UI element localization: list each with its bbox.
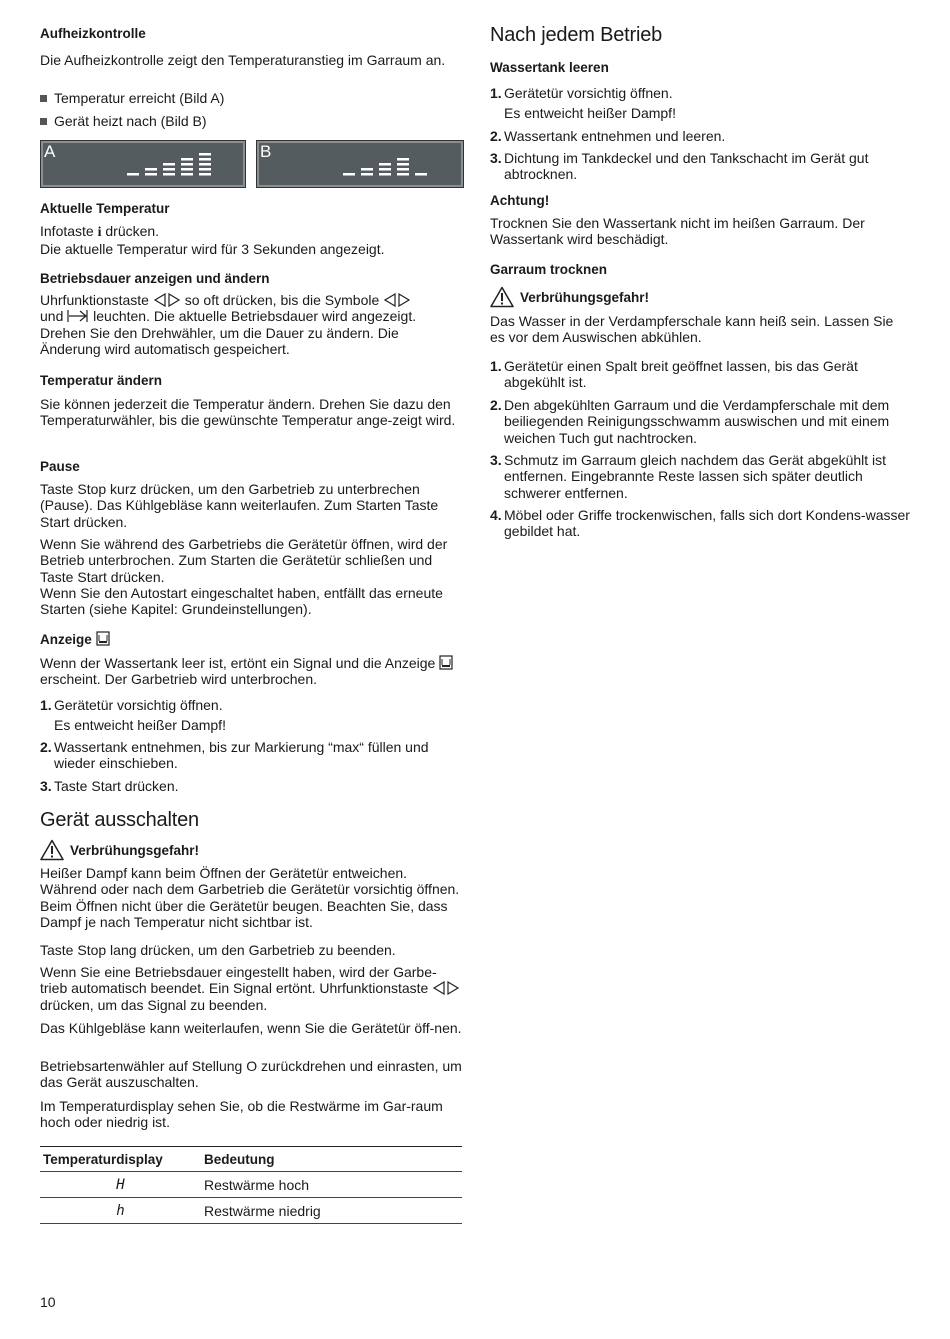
water-tank-icon <box>439 655 453 670</box>
pause-p1: Taste Stop kurz drücken, um den Garbetrieb zu unterbrechen (Pause). Das Kühlgebläse kann weiterlaufen. Zum Starten Taste Start drücken. <box>40 481 439 530</box>
step-number: 2. <box>40 739 52 755</box>
panel-a-label: A <box>44 142 56 161</box>
aktuelle-line2: Die aktuelle Temperatur wird für 3 Sekunden angezeigt. <box>40 241 385 258</box>
table-header: Bedeutung <box>201 1147 462 1172</box>
anzeige-title: Anzeige <box>40 632 92 647</box>
step-text: Gerätetür einen Spalt breit geöffnet lassen, bis das Gerät abgekühlt ist. <box>504 358 858 391</box>
display-panel-b <box>256 140 464 188</box>
bullet-item: Gerät heizt nach (Bild B) <box>40 113 207 129</box>
restwaerme-table <box>40 1146 462 1224</box>
aus-p2: Taste Stop lang drücken, um den Garbetrieb zu beenden. <box>40 942 396 958</box>
achtung-title: Achtung! <box>490 193 550 208</box>
step-number: 3. <box>490 452 502 468</box>
table-row <box>40 1198 462 1224</box>
list-item-sub <box>40 717 464 733</box>
aus-p5b: zurückdrehen und einrasten, um das Gerät auszuschalten. <box>40 1058 462 1091</box>
bullet-item: Temperatur erreicht (Bild A) <box>40 90 224 106</box>
table-cell: Restwärme hoch <box>201 1172 462 1198</box>
step-number: 4. <box>490 507 502 523</box>
display-symbol-low: h <box>40 1198 201 1224</box>
betrieb-l2b: leuchten. Die aktuelle Betriebsdauer wird angezeigt. <box>93 308 417 325</box>
aktuelle-line1b: drücken. <box>105 223 160 239</box>
step-number: 2. <box>490 128 502 144</box>
step-text: Möbel oder Griffe trockenwischen, falls sich dort Kondens-wasser gebildet hat. <box>504 507 910 540</box>
aktuelle-text <box>40 223 462 258</box>
tank-title: Wassertank leeren <box>490 60 609 75</box>
table-header-row <box>40 1147 462 1172</box>
aus-p1: Heißer Dampf kann beim Öffnen der Gerätetür entweichen. Während oder nach dem Garbetrieb die Gerätetür vorsichtig öffnen. Beim Öffnen nicht über die Gerätetür beugen. Beachten Sie, dass Dampf je nach Temperatur nicht sichtbar ist. <box>40 865 460 931</box>
heat-bars-partial-icon <box>343 151 433 177</box>
anzeige-p1a: Wenn der Wassertank leer ist, ertönt ein Signal und die Anzeige <box>40 655 436 671</box>
warning-triangle-icon <box>490 286 514 308</box>
aus-title: Gerät ausschalten <box>40 809 199 831</box>
warning-heading <box>40 842 199 860</box>
clock-arrows-icon <box>153 293 181 307</box>
info-icon: i <box>97 225 102 240</box>
step-number: 2. <box>490 397 502 413</box>
aus-p3 <box>40 964 462 1013</box>
step-number: 1. <box>40 697 52 713</box>
panel-b-label: B <box>260 142 272 161</box>
temp-title: Temperatur ändern <box>40 373 163 388</box>
garraum-title: Garraum trocknen <box>490 262 608 277</box>
right-title: Nach jedem Betrieb <box>490 24 663 46</box>
table-cell: Restwärme niedrig <box>201 1198 462 1224</box>
list-item <box>490 358 914 391</box>
aus-p6: Im Temperaturdisplay sehen Sie, ob die Restwärme im Gar-raum hoch oder niedrig ist. <box>40 1098 443 1131</box>
aus-p5 <box>40 1058 462 1091</box>
pause-p3: Wenn Sie den Autostart eingeschaltet haben, entfällt das erneute Starten (siehe Kapitel: Grundeinstellungen). <box>40 585 443 618</box>
list-item <box>490 507 914 540</box>
aktuelle-line1a: Infotaste <box>40 223 94 239</box>
step-text: Dichtung im Tankdeckel und den Tankschacht im Gerät gut abtrocknen. <box>504 150 869 183</box>
step-text: Gerätetür vorsichtig öffnen. <box>504 85 673 101</box>
list-item <box>40 697 464 713</box>
timer-end-icon <box>67 309 89 323</box>
warning-heading <box>490 289 649 307</box>
pause-title: Pause <box>40 459 80 474</box>
page-number: 10 <box>40 1294 56 1310</box>
step-text: Schmutz im Garraum gleich nachdem das Gerät abgekühlt ist entfernen. Eingebrannte Reste lassen sich später deutlich schwerer entfernen. <box>504 452 887 501</box>
step-subtext: Es entweicht heißer Dampf! <box>504 105 676 121</box>
aus-p3a: Wenn Sie eine Betriebsdauer eingestellt haben, wird der Garbe-trieb automatisch beendet. Ein Signal ertönt. Uhrfunktionstaste <box>40 964 437 997</box>
betrieb-l2a: und <box>40 308 64 325</box>
betrieb-l1b: so oft drücken, bis die Symbole <box>184 292 380 308</box>
aus-p4: Das Kühlgebläse kann weiterlaufen, wenn Sie die Gerätetür öff-nen. <box>40 1020 462 1036</box>
clock-arrows-icon <box>383 293 411 307</box>
anzeige-p1 <box>40 655 462 688</box>
warning-text: Verbrühungsgefahr! <box>70 843 200 858</box>
list-item <box>490 397 914 446</box>
betrieb-l1a: Uhrfunktionstaste <box>40 292 149 308</box>
display-symbol-high: H <box>40 1172 201 1198</box>
list-item <box>40 778 464 794</box>
water-tank-icon <box>96 631 110 646</box>
step-number: 1. <box>490 358 502 374</box>
temp-text: Sie können jederzeit die Temperatur ändern. Drehen Sie dazu den Temperaturwähler, bis die gewünschte Temperatur ange-zeigt wird. <box>40 396 456 429</box>
list-item <box>490 128 914 144</box>
anzeige-p1b: erscheint. Der Garbetrieb wird unterbrochen. <box>40 671 318 688</box>
list-item <box>40 739 464 772</box>
list-item <box>490 452 914 501</box>
list-item <box>490 85 914 101</box>
step-text: Gerätetür vorsichtig öffnen. <box>54 697 223 713</box>
anzeige-heading <box>40 631 110 648</box>
clock-arrows-icon <box>432 981 460 995</box>
step-number: 3. <box>40 778 52 794</box>
betrieb-text <box>40 292 462 358</box>
list-item <box>490 150 914 183</box>
achtung-text: Trocknen Sie den Wassertank nicht im heißen Garraum. Der Wassertank wird beschädigt. <box>490 215 865 248</box>
step-text: Wassertank entnehmen und leeren. <box>504 128 726 144</box>
garraum-text: Das Wasser in der Verdampferschale kann heiß sein. Lassen Sie es vor dem Auswischen abkühlen. <box>490 313 894 346</box>
warning-triangle-icon <box>40 839 64 861</box>
step-text: Taste Start drücken. <box>54 778 179 794</box>
step-number: 1. <box>490 85 502 101</box>
step-text: Den abgekühlten Garraum und die Verdampferschale mit dem beiliegenden Reinigungsschwamm auswischen und mit einem weichen Tuch gut nachtrocken. <box>504 397 890 446</box>
betrieb-l3: Drehen Sie den Drehwähler, um die Dauer zu ändern. Die Änderung wird automatisch gespeichert. <box>40 324 399 358</box>
pause-p2: Wenn Sie während des Garbetriebs die Gerätetür öffnen, wird der Betrieb unterbrochen. Zum Starten die Gerätetür schließen und Taste Start drücken. <box>40 536 448 585</box>
step-subtext: Es entweicht heißer Dampf! <box>54 717 226 733</box>
heat-bars-full-icon <box>127 151 217 177</box>
aus-p5a: Betriebsartenwähler auf Stellung <box>40 1058 243 1074</box>
step-number: 3. <box>490 150 502 166</box>
display-panel-a <box>40 140 246 188</box>
aufheiz-text: Die Aufheizkontrolle zeigt den Temperaturanstieg im Garraum an. <box>40 52 446 68</box>
aus-p3b: drücken, um das Signal zu beenden. <box>40 996 268 1013</box>
aufheiz-title: Aufheizkontrolle <box>40 26 146 41</box>
step-text: Wassertank entnehmen, bis zur Markierung “max“ füllen und wieder einschieben. <box>54 739 429 772</box>
table-header: Temperaturdisplay <box>40 1147 201 1172</box>
table-row <box>40 1172 462 1198</box>
aktuelle-title: Aktuelle Temperatur <box>40 201 170 216</box>
list-item-sub <box>490 105 914 121</box>
warning-text: Verbrühungsgefahr! <box>520 290 650 305</box>
betrieb-title: Betriebsdauer anzeigen und ändern <box>40 271 270 286</box>
off-position-icon: O <box>246 1058 258 1074</box>
